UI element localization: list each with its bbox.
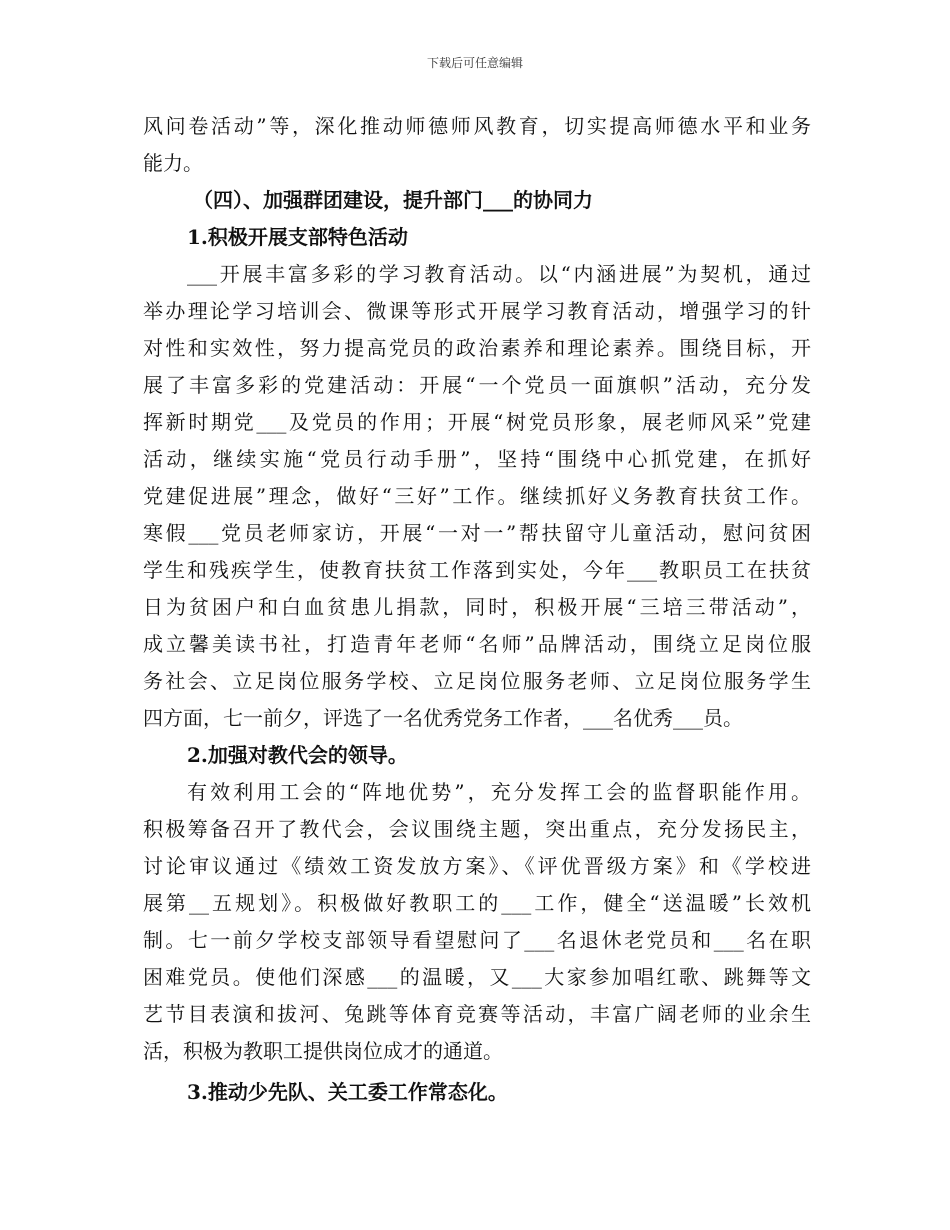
text-line: 制。七一前夕学校支部领导看望慰问了___名退休老党员和___名在职: [143, 928, 811, 952]
text-line: 困难党员。使他们深感___的温暖，又___大家参加唱红歌、跳舞等文: [143, 965, 811, 989]
text-line: 活动，继续实施“党员行动手册”，坚持“围绕中心抓党建，在抓好: [143, 447, 811, 471]
subsection-heading-2: 2.加强对教代会的领导。: [187, 743, 408, 767]
text-line: 展第__五规划》。积极做好教职工的___工作，健全“送温暖”长效机: [143, 891, 811, 915]
text-line: 日为贫困户和白血贫患儿捐款，同时，积极开展“三培三带活动”，: [143, 595, 811, 619]
subsection-heading-3: 3.推动少先队、关工委工作常态化。: [187, 1080, 508, 1104]
subsection-heading-1: 1.积极开展支部特色活动: [187, 225, 408, 249]
page-header: 下载后可任意编辑: [426, 56, 523, 70]
text-line: 活，积极为教职工提供岗位成才的通道。: [143, 1039, 503, 1063]
text-line: 四方面，七一前夕，评选了一名优秀党务工作者，___名优秀___员。: [143, 706, 743, 730]
text-line: 风问卷活动”等，深化推动师德师风教育，切实提高师德水平和业务: [143, 114, 811, 138]
text-line: 党建促进展”理念，做好“三好”工作。继续抓好义务教育扶贫工作。: [143, 484, 811, 508]
text-line: ___开展丰富多彩的学习教育活动。以“内涵进展”为契机，通过: [187, 262, 811, 286]
text-line: 学生和残疾学生，使教育扶贫工作落到实处，今年___教职员工在扶贫: [143, 558, 811, 582]
text-line: 艺节目表演和拔河、兔跳等体育竞赛等活动，丰富广阔老师的业余生: [143, 1002, 811, 1026]
text-line: 展了丰富多彩的党建活动：开展“一个党员一面旗帜”活动，充分发: [143, 373, 811, 397]
text-line: 对性和实效性，努力提高党员的政治素养和理论素养。围绕目标，开: [143, 336, 811, 360]
text-line: 成立馨美读书社，打造青年老师“名师”品牌活动，围绕立足岗位服: [143, 632, 811, 656]
text-line: 讨论审议通过《绩效工资发放方案》、《评优晋级方案》和《学校进: [143, 854, 811, 878]
text-line: 务社会、立足岗位服务学校、立足岗位服务老师、立足岗位服务学生: [143, 669, 811, 693]
text-line: 寒假___党员老师家访，开展“一对一”帮扶留守儿童活动，慰问贫困: [143, 521, 811, 545]
section-heading: （四）、加强群团建设，提升部门___的协同力: [193, 188, 593, 212]
text-line: 积极筹备召开了教代会，会议围绕主题，突出重点，充分发扬民主，: [143, 817, 811, 841]
text-line: 挥新时期党___及党员的作用；开展“树党员形象，展老师风采”党建: [143, 410, 811, 434]
text-line: 能力。: [143, 151, 203, 175]
text-line: 有效利用工会的“阵地优势”，充分发挥工会的监督职能作用。: [187, 780, 811, 804]
text-line: 举办理论学习培训会、微课等形式开展学习教育活动，增强学习的针: [143, 299, 811, 323]
document-body: [143, 108, 811, 1111]
